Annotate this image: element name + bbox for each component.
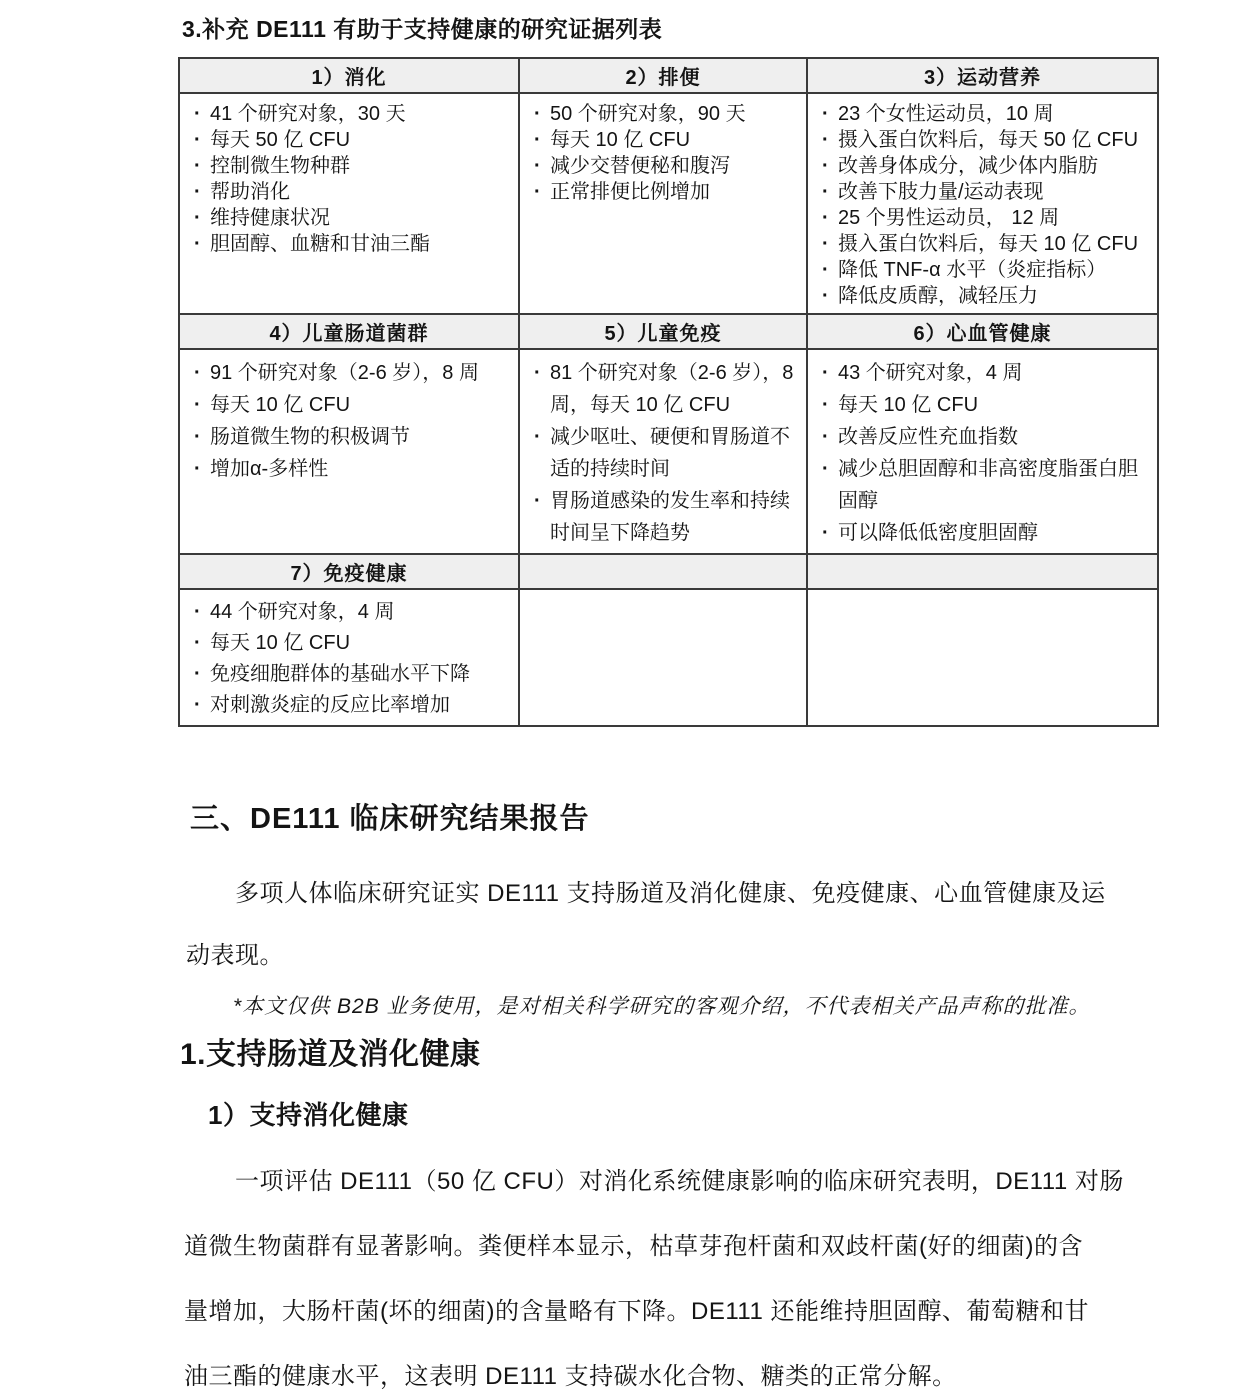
evidence-item: · 摄入蛋白饮料后，每天 50 亿 CFU bbox=[820, 127, 1151, 153]
evidence-item: · 每天 10 亿 CFU bbox=[820, 389, 1151, 421]
evidence-cell-cardio bbox=[807, 349, 1158, 554]
evidence-section-header-empty bbox=[519, 554, 807, 589]
evidence-cell-children-immune bbox=[519, 349, 807, 554]
evidence-item: · 减少总胆固醇和非高密度脂蛋白胆固醇 bbox=[820, 453, 1151, 517]
evidence-item-list bbox=[192, 597, 512, 721]
evidence-cell-empty bbox=[807, 589, 1158, 726]
evidence-item: · 23 个女性运动员，10 周 bbox=[820, 101, 1151, 127]
evidence-item: · 降低 TNF-α 水平（炎症指标） bbox=[820, 257, 1151, 283]
evidence-cell-sports-nutrition bbox=[807, 93, 1158, 314]
evidence-section-header-cardio: 6）心血管健康 bbox=[807, 314, 1158, 349]
evidence-cell-bowel bbox=[519, 93, 807, 314]
evidence-item: · 每天 10 亿 CFU bbox=[192, 628, 512, 659]
evidence-item: · 改善身体成分，减少体内脂肪 bbox=[820, 153, 1151, 179]
table-content-row bbox=[179, 349, 1158, 554]
evidence-item: · 每天 50 亿 CFU bbox=[192, 127, 512, 153]
evidence-item-list bbox=[532, 357, 800, 549]
section-1-1-heading: 1）支持消化健康 bbox=[208, 1100, 409, 1130]
table-header-row bbox=[179, 554, 1158, 589]
evidence-item: · 对刺激炎症的反应比率增加 bbox=[192, 690, 512, 721]
evidence-item: · 摄入蛋白饮料后，每天 10 亿 CFU bbox=[820, 231, 1151, 257]
paragraph-line: 道微生物菌群有显著影响。粪便样本显示，枯草芽孢杆菌和双歧杆菌(好的细菌)的含 bbox=[184, 1233, 1083, 1260]
table-header-row bbox=[179, 58, 1158, 93]
evidence-item: · 43 个研究对象，4 周 bbox=[820, 357, 1151, 389]
evidence-item: · 减少交替便秘和腹泻 bbox=[532, 153, 800, 179]
evidence-section-header-bowel: 2）排便 bbox=[519, 58, 807, 93]
evidence-section-header-digestion: 1）消化 bbox=[179, 58, 519, 93]
evidence-cell-immune-health bbox=[179, 589, 519, 726]
evidence-item: · 每天 10 亿 CFU bbox=[192, 389, 512, 421]
table-content-row bbox=[179, 93, 1158, 314]
evidence-section-header-children-gut: 4）儿童肠道菌群 bbox=[179, 314, 519, 349]
evidence-item: · 91 个研究对象（2-6 岁），8 周 bbox=[192, 357, 512, 389]
paragraph-line: 一项评估 DE111（50 亿 CFU）对消化系统健康影响的临床研究表明，DE111 对肠 bbox=[235, 1168, 1124, 1195]
evidence-item: · 改善反应性充血指数 bbox=[820, 421, 1151, 453]
evidence-item: · 可以降低低密度胆固醇 bbox=[820, 517, 1151, 549]
evidence-table bbox=[178, 57, 1159, 727]
report-heading: 三、DE111 临床研究结果报告 bbox=[190, 803, 590, 835]
table-content-row bbox=[179, 589, 1158, 726]
evidence-cell-empty bbox=[519, 589, 807, 726]
evidence-item: · 增加α-多样性 bbox=[192, 453, 512, 485]
evidence-item: · 胆固醇、血糖和甘油三酯 bbox=[192, 231, 512, 257]
evidence-item: · 胃肠道感染的发生率和持续时间呈下降趋势 bbox=[532, 485, 800, 549]
evidence-item: · 50 个研究对象，90 天 bbox=[532, 101, 800, 127]
evidence-cell-digestion bbox=[179, 93, 519, 314]
paragraph-line: 油三酯的健康水平，这表明 DE111 支持碳水化合物、糖类的正常分解。 bbox=[184, 1363, 957, 1390]
evidence-item: · 44 个研究对象，4 周 bbox=[192, 597, 512, 628]
evidence-item-list bbox=[820, 357, 1151, 549]
b2b-disclaimer: *本文仅供 B2B 业务使用，是对相关科学研究的客观介绍，不代表相关产品声称的批准。 bbox=[233, 995, 1091, 1018]
evidence-item: · 降低皮质醇，减轻压力 bbox=[820, 283, 1151, 309]
evidence-item: · 免疫细胞群体的基础水平下降 bbox=[192, 659, 512, 690]
evidence-item-list bbox=[192, 357, 512, 485]
evidence-item: · 改善下肢力量/运动表现 bbox=[820, 179, 1151, 205]
evidence-item-list bbox=[820, 101, 1151, 309]
evidence-item: · 41 个研究对象，30 天 bbox=[192, 101, 512, 127]
list-title: 3.补充 DE111 有助于支持健康的研究证据列表 bbox=[182, 16, 663, 42]
intro-line: 动表现。 bbox=[186, 942, 284, 969]
evidence-item-list bbox=[192, 101, 512, 257]
evidence-item: · 维持健康状况 bbox=[192, 205, 512, 231]
evidence-item: · 正常排便比例增加 bbox=[532, 179, 800, 205]
paragraph-line: 量增加，大肠杆菌(坏的细菌)的含量略有下降。DE111 还能维持胆固醇、葡萄糖和甘 bbox=[184, 1298, 1089, 1325]
evidence-section-header-immune-health: 7）免疫健康 bbox=[179, 554, 519, 589]
evidence-item: · 81 个研究对象（2-6 岁），8 周，每天 10 亿 CFU bbox=[532, 357, 800, 421]
evidence-item: · 控制微生物种群 bbox=[192, 153, 512, 179]
evidence-item: · 25 个男性运动员， 12 周 bbox=[820, 205, 1151, 231]
evidence-item: · 帮助消化 bbox=[192, 179, 512, 205]
evidence-section-header-empty bbox=[807, 554, 1158, 589]
evidence-cell-children-gut bbox=[179, 349, 519, 554]
evidence-item-list bbox=[532, 101, 800, 205]
intro-line: 多项人体临床研究证实 DE111 支持肠道及消化健康、免疫健康、心血管健康及运 bbox=[235, 880, 1106, 907]
evidence-item: · 肠道微生物的积极调节 bbox=[192, 421, 512, 453]
evidence-item: · 减少呕吐、硬便和胃肠道不适的持续时间 bbox=[532, 421, 800, 485]
section-1-heading: 1.支持肠道及消化健康 bbox=[180, 1038, 481, 1071]
evidence-section-header-children-immune: 5）儿童免疫 bbox=[519, 314, 807, 349]
table-header-row bbox=[179, 314, 1158, 349]
evidence-item: · 每天 10 亿 CFU bbox=[532, 127, 800, 153]
evidence-section-header-sports-nutrition: 3）运动营养 bbox=[807, 58, 1158, 93]
